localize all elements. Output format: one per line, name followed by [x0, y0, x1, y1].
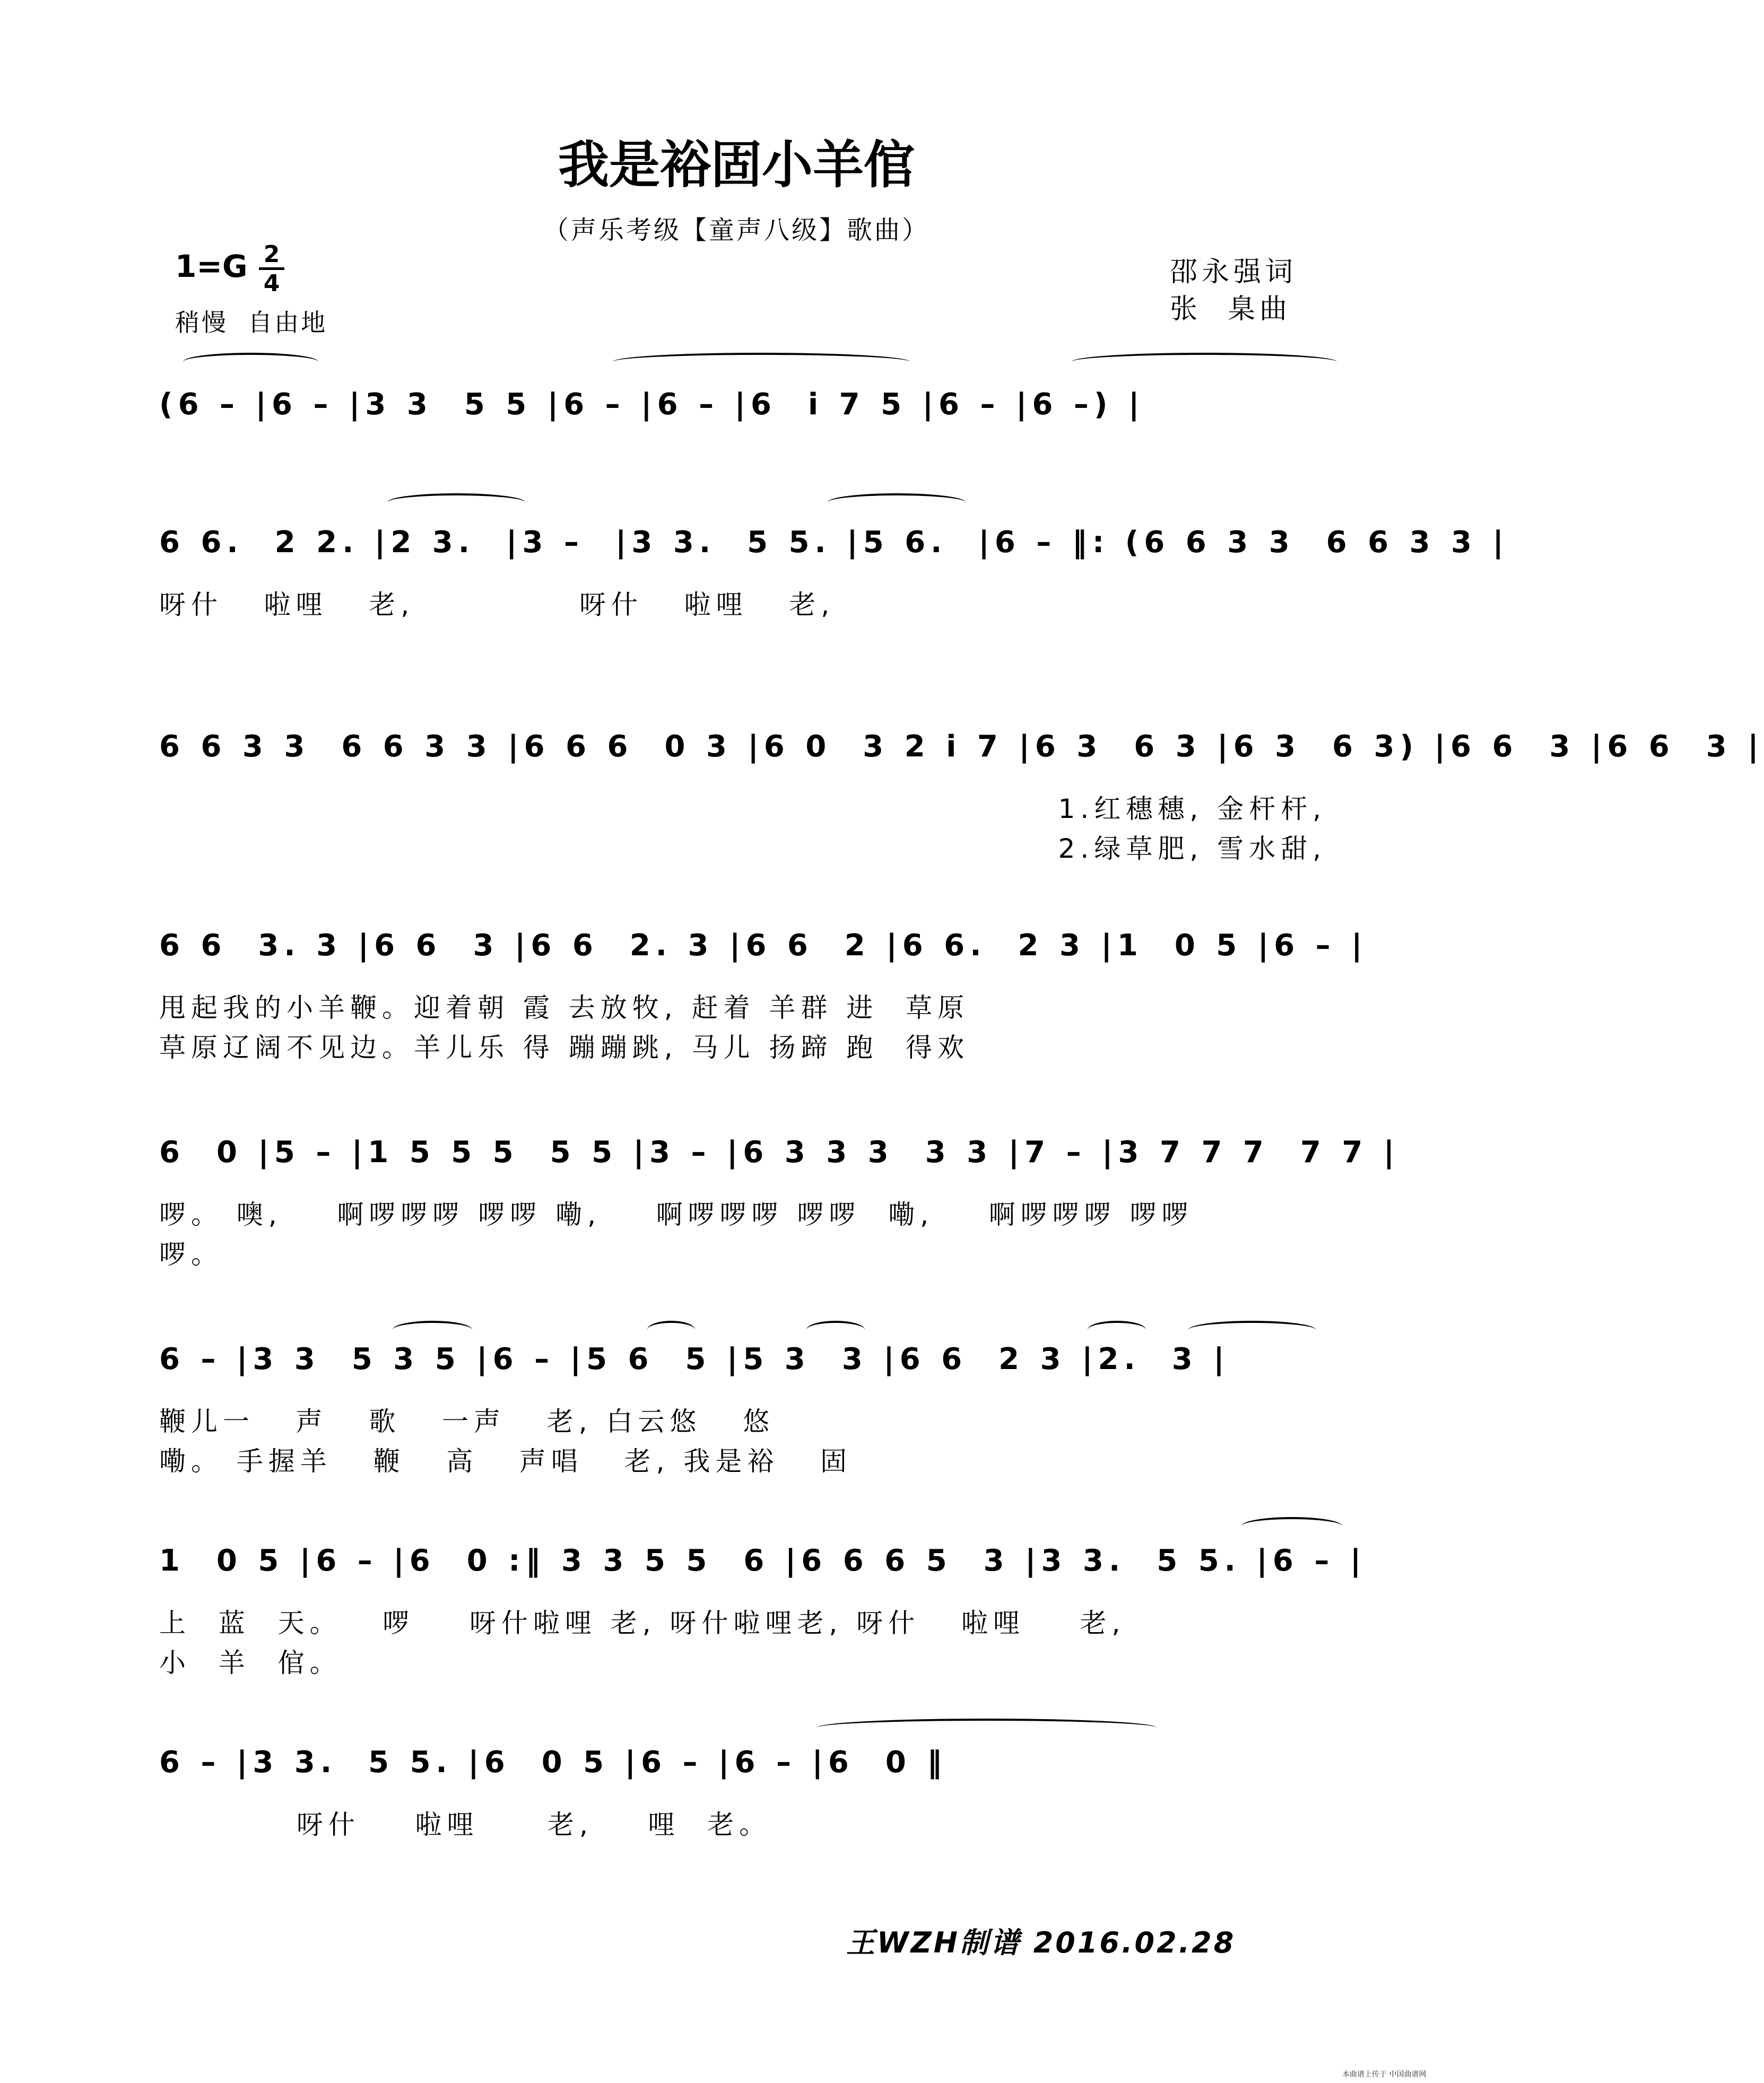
notation-row: (6 – |6 – |3 3 5 5 |6 – |6 – |6 i 7 5 |6 – |6 –) |	[159, 387, 1145, 422]
lyric-line: 呀什 啦哩 老, 哩 老。	[159, 1809, 771, 1840]
lyric-line-verse-2: 嘞。 手握羊 鞭 高 声唱 老, 我是裕 固	[159, 1446, 853, 1477]
score-row-6	[159, 1342, 1326, 1491]
score-row-1	[159, 387, 1326, 451]
tie-arc	[1188, 1321, 1316, 1339]
lyric-line-verse-1: 啰。 噢, 啊啰啰啰 啰啰 嘞, 啊啰啰啰 啰啰 嘞, 啊啰啰啰 啰啰	[159, 1199, 1194, 1230]
lyric-line-verse-2: 啰。	[159, 1239, 223, 1270]
tie-arc	[387, 493, 525, 511]
tie-arc	[1241, 1517, 1342, 1535]
notation-row: 1 0 5 |6 – |6 0 :‖ 3 3 5 5 6 |6 6 6 5 3 |3 3. 5 5. |6 – |	[159, 1544, 1367, 1578]
tie-arc	[393, 1321, 472, 1339]
score-row-5	[159, 1135, 1400, 1284]
tie-arc	[1088, 1321, 1146, 1339]
time-signature	[259, 243, 284, 295]
notation-row: 6 0 |5 – |1 5 5 5 5 5 |3 – |6 3 3 3 3 3 |7 – |3 7 7 7 7 7 |	[159, 1135, 1400, 1170]
lyric-line-verse-1: 鞭儿一 声 歌 一声 老, 白云悠 悠	[159, 1406, 775, 1437]
lyricist-credit: 邵永强词	[1170, 256, 1298, 288]
notation-row: 6 – |3 3 5 3 5 |6 – |5 6 5 |5 3 3 |6 6 2 3 |2. 3 |	[159, 1342, 1230, 1376]
tie-arc	[183, 353, 318, 371]
watermark: 本曲谱上传于 中国曲谱网	[1342, 2070, 1427, 2079]
composer-credit: 张 臬曲	[1170, 293, 1292, 325]
tie-arc	[647, 1321, 695, 1339]
tie-arc	[828, 493, 966, 511]
notation-row: 6 6 3 3 6 6 3 3 |6 6 6 0 3 |6 0 3 2 i 7 |6 3 6 3 |6 3 6 3) |6 6 3 |6 6 3 |	[159, 729, 1764, 764]
lyric-line-verse-1: 甩起我的小羊鞭。迎着朝 霞 去放牧, 赶着 羊群 进 草原	[159, 992, 970, 1023]
tie-arc	[817, 1719, 1157, 1737]
time-numerator: 2	[259, 243, 284, 270]
tempo-marking: 稍慢 自由地	[175, 308, 328, 337]
lyric-line: 呀什 啦哩 老, 呀什 啦哩 老,	[159, 589, 835, 620]
song-subtitle: （声乐考级【童声八级】歌曲）	[543, 215, 929, 245]
key-signature: 1=G	[175, 248, 248, 284]
score-row-8	[159, 1745, 1326, 1851]
notation-row: 6 – |3 3. 5 5. |6 0 5 |6 – |6 – |6 0 ‖	[159, 1745, 948, 1780]
transcriber-signature: 王WZH制谱 2016.02.28	[846, 1926, 1236, 1959]
lyric-line-verse-2: 2.绿草肥, 雪水甜,	[1058, 833, 1326, 864]
score-row-4	[159, 928, 1368, 1077]
lyric-line-verse-1: 上 蓝 天。 啰 呀什啦哩 老, 呀什啦哩老, 呀什 啦哩 老,	[159, 1608, 1126, 1638]
tie-arc	[1072, 353, 1337, 371]
tie-arc	[806, 1321, 865, 1339]
score-row-7	[159, 1544, 1367, 1692]
lyric-line-verse-2: 草原辽阔不见边。羊儿乐 得 蹦蹦跳, 马儿 扬蹄 跑 得欢	[159, 1032, 970, 1063]
lyric-line-verse-2: 小 羊 倌。	[159, 1648, 342, 1678]
notation-row: 6 6 3. 3 |6 6 3 |6 6 2. 3 |6 6 2 |6 6. 2 3 |1 0 5 |6 – |	[159, 928, 1368, 963]
time-denominator: 4	[263, 270, 280, 297]
score-row-3	[159, 729, 1764, 883]
tie-arc	[613, 353, 910, 371]
song-title: 我是裕固小羊倌	[558, 135, 915, 195]
notation-row: 6 6. 2 2. |2 3. |3 – |3 3. 5 5. |5 6. |6 – ‖: (6 6 3 3 6 6 3 3 |	[159, 525, 1509, 560]
lyric-line-verse-1: 1.红穗穗, 金杆杆,	[1058, 794, 1326, 824]
score-row-2	[159, 525, 1509, 631]
